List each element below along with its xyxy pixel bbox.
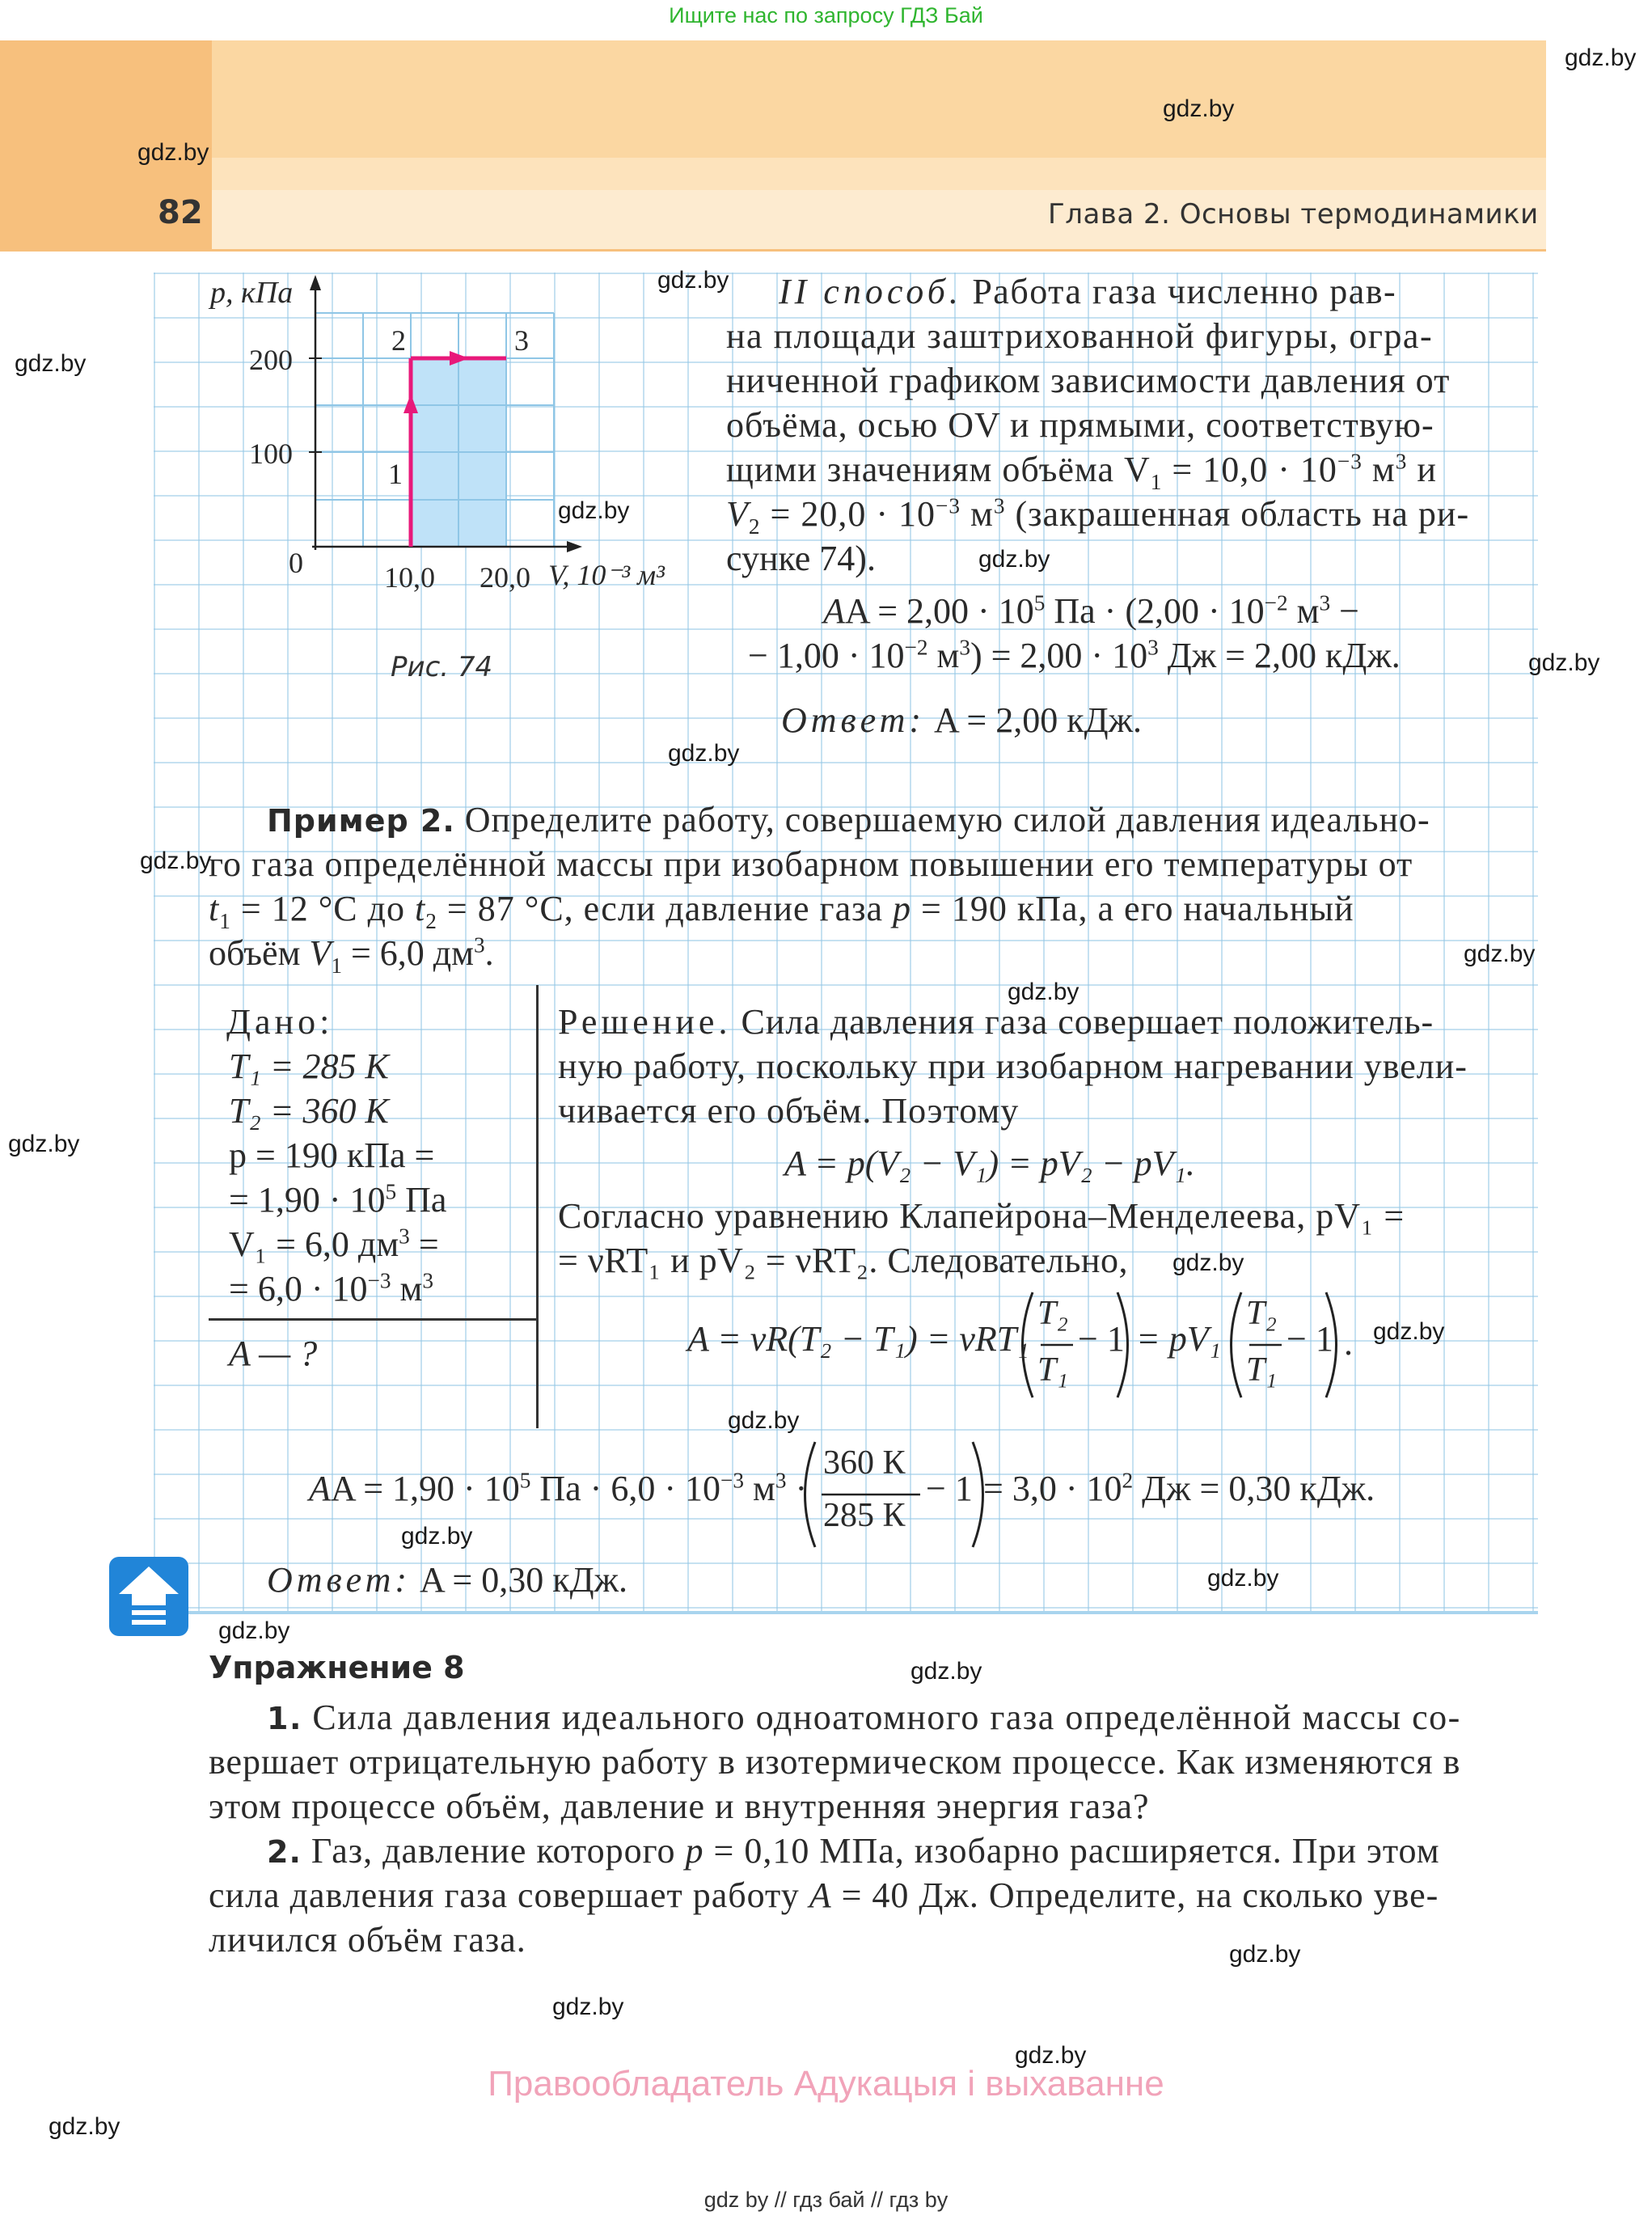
example2-line-4: объём $V_1 = 6,0$ $дм^3$. <box>209 932 494 978</box>
solution-line-1: Решение. Сила давления газа совершает положитель- <box>558 1002 1434 1042</box>
solution-line-4: Согласно уравнению Клапейрона–Менделеева, pV₁ = <box>558 1196 1405 1236</box>
solution-equation-1: A = p(V₂ − V₁) = pV₂ − pV₁. <box>784 1144 1195 1183</box>
eq2-frac1-den: T₁ <box>1037 1351 1068 1389</box>
example2-line-2: го газа определённой массы при изобарном повышении его температуры от <box>209 844 1413 884</box>
solution-eq2-minus-2: − 1 <box>1287 1319 1333 1359</box>
chapter-title: Глава 2. Основы термодинамики <box>1048 198 1539 230</box>
top-banner[interactable]: Ищите нас по запросу ГДЗ Бай <box>669 3 983 27</box>
watermark: gdz.by <box>668 740 740 767</box>
method2-line-1: II способ. Работа газа численно рав- <box>779 272 1397 311</box>
solution-eq2-dot: . <box>1344 1323 1353 1363</box>
method2-line-7: сунке 74). <box>726 539 876 578</box>
eq2-frac2-den: T₁ <box>1246 1351 1277 1389</box>
watermark: gdz.by <box>8 1131 80 1157</box>
watermark: gdz.by <box>911 1658 982 1685</box>
given-divider-horizontal <box>209 1318 536 1321</box>
x-axis-arrow <box>567 541 582 552</box>
x-tick-label-10: 10,0 <box>384 561 435 594</box>
watermark: gdz.by <box>1207 1565 1279 1592</box>
watermark: gdz.by <box>401 1523 473 1550</box>
given-row-3: p = 190 кПа = <box>229 1135 435 1175</box>
watermark: gdz.by <box>728 1407 800 1434</box>
figure-caption: Рис. 74 <box>391 651 493 683</box>
exercise-q2-line-1: 2. Газ, давление которого p = 0,10 МПа, изобарно расширяется. При этом <box>267 1831 1440 1871</box>
watermark: gdz.by <box>978 546 1050 573</box>
given-row-5: V₁ = 6,0 $дм^3$ = <box>229 1224 439 1264</box>
method2-line-6: $V_2 = 20,0 \cdot 10^{-3}$ $м^3$ (закрашенная область на ри- <box>726 493 1470 539</box>
x-tick-label-20: 20,0 <box>480 561 530 594</box>
method2-line-5: щими значениям объёма $V_1 = 10,0 \cdot 10^{-3}$ $м^3$ и <box>726 449 1437 494</box>
watermark: gdz.by <box>1229 1941 1301 1968</box>
watermark: gdz.by <box>140 848 212 874</box>
method2-equation-2: − $1,00 \cdot 10^{-2}$ $м^3) = 2,00 \cdot 10^3$ Дж = 2,00 кДж. <box>748 635 1401 675</box>
exercise-q1-line-1: 1. Сила давления идеального одноатомного газа определённой массы со- <box>267 1698 1461 1737</box>
example2-line-3: $t_1 = 12$ °С до $t_2 = 87$ °С, если давление газа p = 190 кПа, а его начальный <box>209 889 1354 933</box>
solution-eq2-minus-1: − 1 <box>1078 1319 1125 1359</box>
home-arrow-icon[interactable] <box>109 1557 188 1636</box>
eq2-frac1-num: T₂ <box>1037 1295 1068 1332</box>
point-label-1: 1 <box>388 458 403 490</box>
watermark: gdz.by <box>1528 649 1600 676</box>
given-divider-vertical <box>536 985 539 1428</box>
method2-line-4: объёма, осью OV и прямыми, соответствую- <box>726 405 1434 445</box>
watermark: gdz.by <box>1565 44 1637 71</box>
solution-eq3-result: = $3,0 \cdot 10^2$ Дж = 0,30 кДж. <box>983 1468 1375 1508</box>
watermark: gdz.by <box>558 497 630 524</box>
watermark: gdz.by <box>1373 1318 1445 1345</box>
copyright-notice: Правообладатель Адукацыя і выхаванне <box>488 2064 1164 2103</box>
header-divider <box>0 249 1546 252</box>
y-axis-label: p, кПа <box>210 276 294 310</box>
watermark: gdz.by <box>552 1994 624 2020</box>
watermark: gdz.by <box>15 350 87 377</box>
watermark: gdz.by <box>1172 1249 1244 1276</box>
eq3-frac-num: 360 К <box>823 1444 906 1482</box>
y-tick-label-200: 200 <box>249 344 293 376</box>
watermark: gdz.by <box>1008 979 1080 1005</box>
solution-answer: Ответ: A = 0,30 кДж. <box>267 1560 627 1600</box>
header-stripe <box>212 158 1546 190</box>
solution-eq3-part-a: AA = $1,90 \cdot 10^5$ Па · $6,0 \cdot 10^{-3}$ $м^3$ · <box>309 1468 808 1508</box>
method2-line-3: ниченной графиком зависимости давления от <box>726 361 1451 400</box>
given-row-4: = $1,90 \cdot 10^5$ Па <box>229 1179 447 1220</box>
solution-line-3: чивается его объём. Поэтому <box>558 1091 1020 1131</box>
watermark: gdz.by <box>137 139 209 166</box>
given-row-1: T₁ = 285 К <box>229 1046 389 1086</box>
exercise-q2-line-2: сила давления газа совершает работу A = 40 Дж. Определите, на сколько уве- <box>209 1875 1439 1915</box>
solution-line-5: = νRT₁ и pV₂ = νRT₂. Следовательно, <box>558 1241 1128 1280</box>
watermark: gdz.by <box>1015 2042 1087 2069</box>
y-axis-arrow <box>310 275 321 290</box>
watermark: gdz.by <box>218 1617 290 1644</box>
solution-eq2-part-a: A = νR(T₂ − T₁) = νRT₁ <box>687 1319 1029 1359</box>
eq3-frac-den: 285 К <box>823 1497 906 1534</box>
watermark: gdz.by <box>1464 941 1536 967</box>
given-title: Дано: <box>226 1002 334 1042</box>
example2-line-1: Пример 2. Определите работу, совершаемую силой давления идеально- <box>267 800 1430 839</box>
eq3-minus: − 1 <box>926 1469 973 1508</box>
method2-equation-1: AA = $2,00 \cdot 10^5$ Па · ($2,00 \cdot 10^{-2}$ $м^3$ − <box>823 590 1359 631</box>
watermark: gdz.by <box>1163 95 1235 122</box>
watermark: gdz.by <box>49 2113 120 2140</box>
exercise-title: Упражнение 8 <box>209 1650 465 1685</box>
page-number: 82 <box>158 194 203 231</box>
method2-answer: Ответ: A = 2,00 кДж. <box>781 700 1142 740</box>
solution-eq2-part-c: = pV₁ <box>1136 1319 1221 1359</box>
exercise-q1-line-2: вершает отрицательную работу в изотермическом процессе. Как изменяются в <box>209 1742 1461 1782</box>
y-tick-label-100: 100 <box>249 438 293 470</box>
x-axis-label: V, 10⁻³ м³ <box>548 559 665 591</box>
footer-links[interactable]: gdz by // гдз бай // гдз by <box>703 2188 949 2212</box>
watermark: gdz.by <box>657 267 729 294</box>
method2-line-2: на площади заштрихованной фигуры, огра- <box>726 316 1434 356</box>
solution-line-2: ную работу, поскольку при изобарном нагревании увели- <box>558 1046 1468 1086</box>
origin-label: 0 <box>289 547 303 579</box>
point-label-3: 3 <box>514 324 529 357</box>
point-label-2: 2 <box>391 324 406 357</box>
given-find: A — ? <box>229 1334 318 1373</box>
eq2-frac2-num: T₂ <box>1246 1295 1277 1332</box>
given-row-2: T₂ = 360 К <box>229 1091 389 1131</box>
given-row-6: = $6,0 \cdot 10^{-3}$ $м^3$ <box>229 1268 433 1309</box>
exercise-q1-line-3: этом процессе объём, давление и внутренняя энергия газа? <box>209 1786 1150 1826</box>
exercise-q2-line-3: личился объём газа. <box>209 1920 526 1960</box>
